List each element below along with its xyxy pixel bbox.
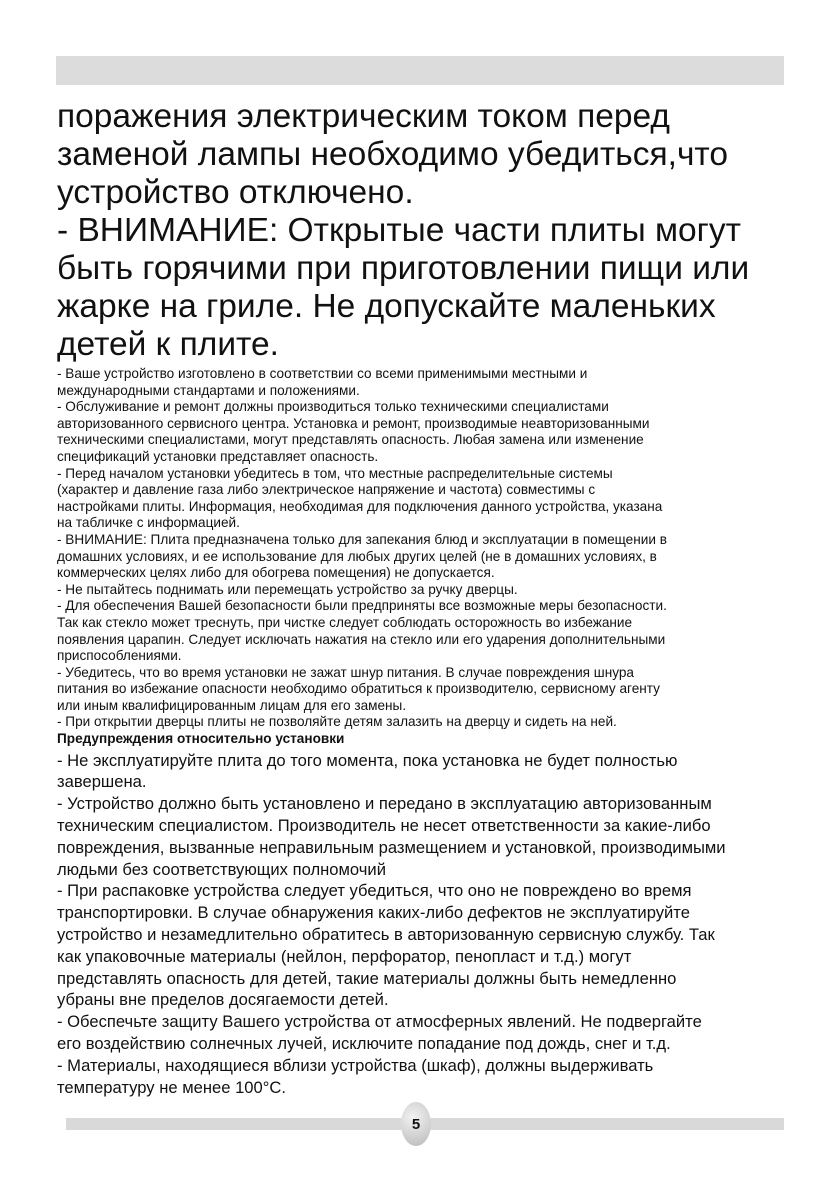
text-line: (характер и давление газа либо электрическое напряжение и частота) совместимы с: [57, 482, 596, 498]
text-line: приспособлениями.: [57, 648, 182, 664]
text-line: на табличке с информацией.: [57, 515, 240, 531]
text-line: завершена.: [57, 772, 147, 792]
text-line: домашних условиях, и ее использование для любых других целей (не в домашних условиях, в: [57, 548, 657, 564]
text-line: - ВНИМАНИЕ: Открытые части плиты могут: [57, 212, 741, 249]
installation-warnings: [57, 750, 797, 1099]
text-line: устройство отключено.: [57, 174, 414, 211]
text-line: - Обслуживание и ремонт должны производиться только техническими специалистами: [57, 399, 609, 415]
header-bar: [56, 56, 784, 85]
text-line: как упаковочные материалы (нейлон, перфоратор, пенопласт и т.д.) могут: [57, 946, 632, 966]
text-line: транспортировки. В случае обнаружения каких-либо дефектов не эксплуатируйте: [57, 903, 690, 923]
page-number: 5: [401, 1102, 431, 1146]
text-line: появления царапин. Следует исключать нажатия на стекло или его ударения дополнительными: [57, 631, 666, 647]
text-line: - Не эксплуатируйте плита до того момента, пока установка не будет полностью: [57, 750, 678, 770]
text-line: - Не пытайтесь поднимать или перемещать устройство за ручку дверцы.: [57, 581, 518, 597]
page-body: [57, 98, 797, 1098]
text-line: повреждения, вызванные неправильным размещением и установкой, производимыми: [57, 837, 726, 857]
text-line: температуру не менее 100°C.: [57, 1077, 286, 1097]
text-line: Так как стекло может треснуть, при чистке следует соблюдать осторожность во избежание: [57, 614, 633, 630]
text-line: - Ваше устройство изготовлено в соответствии со всеми применимыми местными и: [57, 366, 588, 381]
text-line: - Материалы, находящиеся вблизи устройства (шкаф), должны выдерживать: [57, 1055, 654, 1075]
text-line: - Перед началом установки убедитесь в том, что местные распределительные системы: [57, 465, 613, 481]
safety-lines: [57, 366, 797, 731]
text-line: международными стандартами и положениями.: [57, 382, 360, 398]
text-line: - Для обеспечения Вашей безопасности были предприняты все возможные меры безопасности.: [57, 598, 667, 614]
text-line: людьми без соответствующих полномочий: [57, 859, 386, 879]
text-line: авторизованного сервисного центра. Установка и ремонт, производимые неавторизованными: [57, 415, 650, 431]
text-line: поражения электрическим током перед: [57, 98, 670, 135]
text-line: заменой лампы необходимо убедиться,что: [57, 136, 729, 173]
text-line: - При распаковке устройства следует убедиться, что оно не повреждено во время: [57, 881, 692, 901]
text-line: быть горячими при приготовлении пищи или: [57, 250, 750, 287]
text-line: - Обеспечьте защиту Вашего устройства от атмосферных явлений. Не подвергайте: [57, 1012, 702, 1032]
text-line: спецификаций установки представляет опасность.: [57, 448, 379, 464]
section-heading: Предупреждения относительно установки: [57, 731, 345, 747]
text-line: - Убедитесь, что во время установки не зажат шнур питания. В случае повреждения шнура: [57, 664, 634, 680]
text-line: - Устройство должно быть установлено и передано в эксплуатацию авторизованным: [57, 794, 712, 814]
text-line: питания во избежание опасности необходимо обратиться к производителю, сервисному агенту: [57, 681, 660, 697]
text-line: его воздействию солнечных лучей, исключите попадание под дождь, снег и т.д.: [57, 1034, 671, 1054]
text-line: детей к плите.: [57, 326, 279, 363]
text-line: или иным квалифицированным лицам для его замены.: [57, 697, 407, 713]
text-line: представлять опасность для детей, такие материалы должны быть немедленно: [57, 968, 677, 988]
warning-text-large: [57, 98, 797, 364]
safety-instructions: [57, 366, 797, 748]
text-line: коммерческих целях либо для обогрева помещения) не допускается.: [57, 565, 495, 581]
text-line: настройками плиты. Информация, необходимая для подключения данного устройства, указана: [57, 498, 663, 514]
text-line: техническими специалистами, могут представлять опасность. Любая замена или изменение: [57, 432, 644, 448]
text-line: - При открытии дверцы плиты не позволяйте детям залазить на дверцу и сидеть на ней.: [57, 714, 617, 730]
text-line: - ВНИМАНИЕ: Плита предназначена только для запекания блюд и эксплуатации в помещении в: [57, 531, 667, 547]
text-line: техническим специалистом. Производитель не несет ответственности за какие-либо: [57, 816, 711, 836]
text-line: жарке на гриле. Не допускайте маленьких: [57, 288, 716, 325]
text-line: устройство и незамедлительно обратитесь в авторизованную сервисную службу. Так: [57, 925, 715, 945]
text-line: убраны вне пределов досягаемости детей.: [57, 990, 389, 1010]
